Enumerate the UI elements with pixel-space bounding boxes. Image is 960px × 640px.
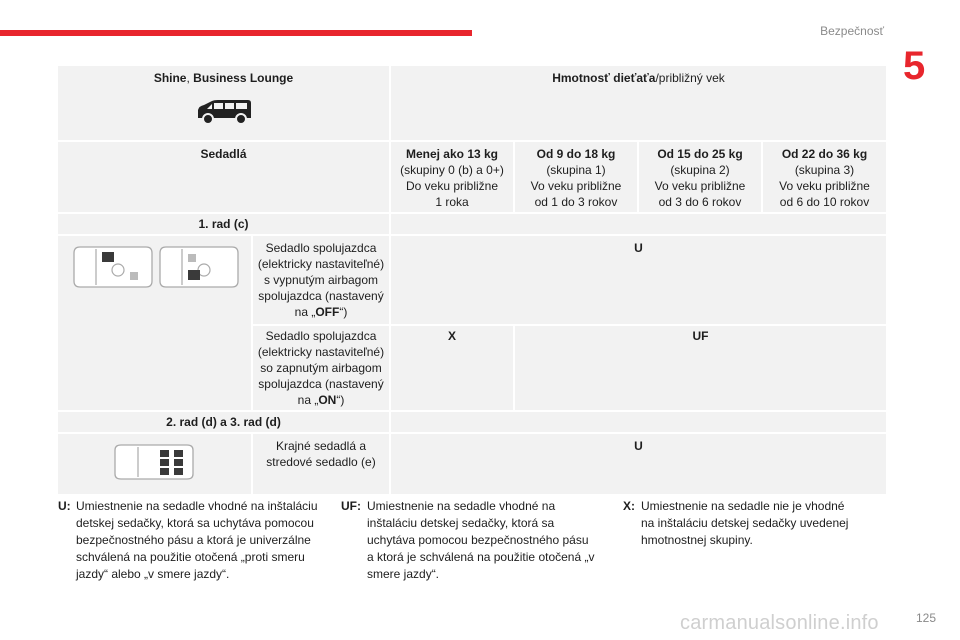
version-cell: Shine, Business Lounge — [58, 66, 389, 140]
seats-label-cell: Sedadlá — [58, 142, 389, 212]
row-title-cell: 1. rad (c) — [58, 214, 389, 234]
row-title-cell: 2. rad (d) a 3. rad (d) — [58, 412, 389, 432]
section-title: Bezpečnosť — [820, 24, 884, 38]
legend-x: X: Umiestnenie na sedadle nie je vhodné na inštaláciu detskej sedačky uvedenej hmotnostnej skupiny. — [623, 499, 849, 547]
outer-seats-value-cell: U — [391, 434, 886, 494]
front-seats-icon-cell — [58, 236, 251, 410]
seat-on-desc-cell: Sedadlo spolujazdca (elektricky nastaviteľné) so zapnutým airbagom spolujazdca (nastavený na „ON“) — [253, 326, 389, 410]
outer-seats-desc-cell: Krajné sedadlá a stredové sedadlo (e) — [253, 434, 389, 494]
chapter-number: 5 — [903, 44, 926, 88]
group-cell: Od 22 do 36 kg (skupina 3) Vo veku približne od 6 do 10 rokov — [763, 142, 886, 212]
van-icon — [194, 98, 254, 126]
seat-off-value-cell: U — [391, 236, 886, 324]
group-cell: Od 9 do 18 kg (skupina 1) Vo veku približne od 1 do 3 rokov — [515, 142, 637, 212]
row-title-spacer — [391, 214, 886, 234]
car-front-row-icon — [70, 244, 242, 290]
group-cell: Od 15 do 25 kg (skupina 2) Vo veku približne od 3 do 6 rokov — [639, 142, 761, 212]
seat-on-value-cell: X — [391, 326, 513, 410]
watermark: carmanualsonline.info — [680, 612, 879, 634]
weight-header-cell: Hmotnosť dieťaťa/približný vek — [391, 66, 886, 140]
page-number: 125 — [915, 611, 936, 625]
legend-uf: UF: Umiestnenie na sedadle vhodné na inštaláciu detskej sedačky, ktorá sa uchytáva pomocou bezpečnostného pásu a ktorá je schválená na použitie otočená „v smere jazdy“. — [341, 499, 595, 581]
seat-on-value-cell: UF — [515, 326, 886, 410]
car-rear-rows-icon — [112, 442, 196, 482]
legend-u: U: Umiestnenie na sedadle vhodné na inštaláciu detskej sedačky, ktorá sa uchytáva pomocou bezpečnostného pásu a ktorá je univerzálne schválená na použitie otočená „proti smeru jazdy“ alebo „v smere jazdy“. — [58, 499, 318, 581]
rear-seats-icon-cell — [58, 434, 251, 494]
group-cell: Menej ako 13 kg (skupiny 0 (b) a 0+) Do veku približne 1 roka — [391, 142, 513, 212]
seat-off-desc-cell: Sedadlo spolujazdca (elektricky nastaviteľné) s vypnutým airbagom spolujazdca (nastavený na „OFF“) — [253, 236, 389, 324]
row-title-spacer — [391, 412, 886, 432]
accent-bar — [0, 30, 472, 36]
